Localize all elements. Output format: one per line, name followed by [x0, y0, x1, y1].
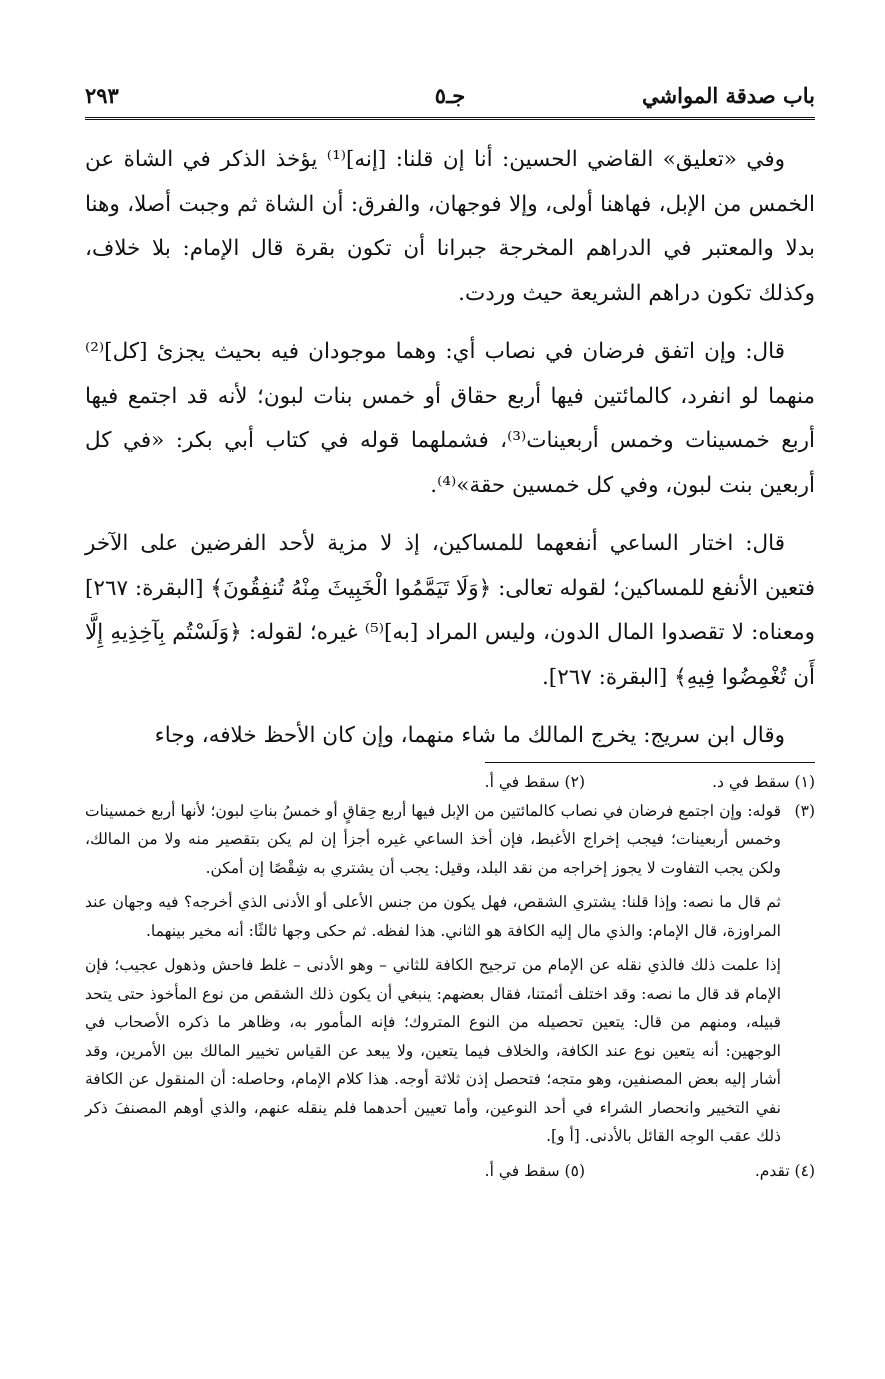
footnote-4: (٤) تقدم. — [754, 1161, 815, 1180]
paragraph: قال: اختار الساعي أنفعهما للمساكين، إذ لا مزية لأحد الفرضين على الآخر فتعين الأنفع للمساكين؛ لقوله تعالى: ﴿وَلَا تَيَمَّمُوا الْخَبِيثَ مِنْهُ تُنفِقُونَ﴾ [البقرة: ٢٦٧] ومعناه: لا تقصدوا المال الدون، وليس المراد [به]⁽⁵⁾ غيره؛ لقوله: ﴿وَلَسْتُم بِآخِذِيهِ إِلَّا أَن تُغْمِضُوا فِيهِ﴾ [البقرة: ٢٦٧]. — [85, 531, 815, 690]
footnote-number: (٣) — [794, 801, 815, 820]
page-header — [85, 78, 815, 112]
footnote-5: (٥) سقط في أ. — [484, 1161, 585, 1180]
footnote-3-text — [85, 797, 781, 1157]
paragraph: قال: وإن اتفق فرضان في نصاب أي: وهما موجودان فيه بحيث يجزئ [كل]⁽²⁾ منهما لو انفرد، كالمائتين فيها أربع حقاق أو خمس بنات لبون؛ لأنه قد اجتمع فيها أربع خمسينات وخمس أربعينات⁽³⁾، فشملهما قوله في كتاب أبي بكر: «في كل أربعين بنت لبون، وفي كل خمسين حقة»⁽⁴⁾. — [85, 339, 815, 498]
paragraph: وفي «تعليق» القاضي الحسين: أنا إن قلنا: [إنه]⁽¹⁾ يؤخذ الذكر في الشاة عن الخمس من الإبل، فهاهنا أولى، وإلا فوجهان، والفرق: أن الشاة ثم وجبت أصلا، وهنا بدلا والمعتبر في الدراهم المخرجة جبرانا أن تكون بقرة قال الإمام: بلا خلاف، وكذلك تكون دراهم الشريعة حيث وردت. — [85, 147, 815, 306]
footnote-2: (٢) سقط في أ. — [484, 773, 585, 791]
main-text — [85, 138, 815, 773]
footnote-3 — [85, 797, 815, 1157]
footnote-paragraph: ثم قال ما نصه: وإذا قلنا: يشتري الشقص، فهل يكون من جنس الأعلى أو الأدنى الذي أخرجه؟ فيه وجهان عند المراوزة، قال الإمام: والذي مال إليه الكافة هو الثاني. هذا لفظه. ثم حكى وجها ثالثًا: أنه مخير بينهما. — [85, 893, 781, 940]
header-rule — [85, 117, 815, 123]
volume-label: جـ٥ — [434, 82, 466, 108]
footnote-1: (١) سقط في د. — [712, 773, 815, 791]
page-number: ٢٩٣ — [85, 82, 119, 108]
footnote-row — [85, 768, 815, 797]
footnote-row — [85, 1157, 815, 1186]
paragraph: وقال ابن سريج: يخرج المالك ما شاء منهما، وإن كان الأحظ خلافه، وجاء — [154, 723, 785, 748]
footnote-rule — [485, 762, 815, 763]
chapter-title: باب صدقة المواشي — [642, 82, 815, 108]
footnote-paragraph: قوله: وإن اجتمع فرضان في نصاب كالمائتين من الإبل فيها أربع حِقاقٍ أو خمسُ بناتِ لبون؛ لأنها أربع خمسينات وخمس أربعينات؛ فيجب إخراج الأغبط، فإن أخذ الساعي غيره أجزأ إن لم يكن بتقصير منه ولا من المالك، ولكن يجب التفاوت لا يجوز إخراجه من نقد البلد، وقيل: يجب أن يشتري به شِقْصًا إن أمكن. — [85, 801, 781, 877]
footnotes — [85, 768, 815, 1185]
footnote-paragraph: إذا علمت ذلك فالذي نقله عن الإمام من ترجيح الكافة للثاني – وهو الأدنى – غلط فاحش وذهول عجيب؛ فإن الإمام قد قال ما نصه: وقد اختلف أئمتنا، فقال بعضهم: ينبغي أن يكون ذلك الشقص من نوع المأخوذ حتى يتحد قبيله، ومنهم من قال: يتعين تحصيله من النوع المتروك؛ فإنه المأمور به، وظاهر ما ذكره الأصحاب في الوجهين: أنه يتعين نوع عند الكافة، والخلاف فيما يتعين، ولا يبعد عن القياس تخيير المالك بين الأمرين، وقد أشار إليه بعض المصنفين، وهو متجه؛ فتحصل إذن ثلاثة أوجه. هذا كلام الإمام، وحاصله: أن المنقول عن الكافة نفي التخيير وانحصار الشراء في أحد النوعين، وأما تعيين أحدهما فلم ينقله عنهم، والذي أوهم المصنفَ ذكر ذلك عقب الوجه القائل بالأدنى. [أ و]. — [85, 956, 781, 1145]
